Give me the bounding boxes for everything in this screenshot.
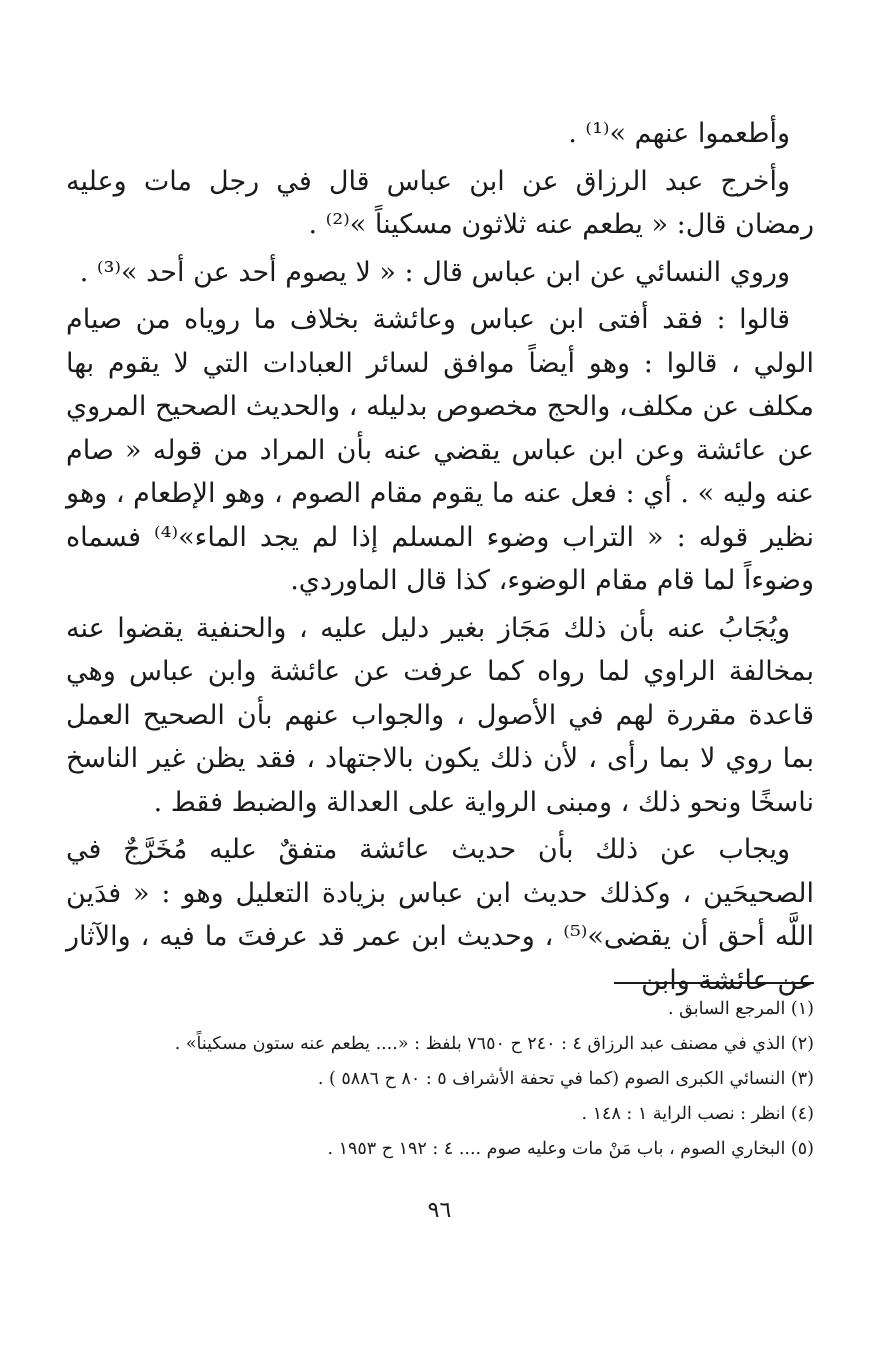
footnote-5: (٥) البخاري الصوم ، باب مَنْ مات وعليه صوم .... ٤ : ١٩٢ ح ١٩٥٣ . bbox=[327, 1139, 814, 1159]
paragraph-5: ويُجَابُ عنه بأن ذلك مَجَاز بغير دليل عليه ، والحنفية يقضوا عنه بمخالفة الراوي لما رواه كما عرفت عن عائشة وابن عباس وهي قاعدة مقررة لهم في الأصول ، والجواب عنهم بأن الصحيح العمل بما روي لا بما رأى ، لأن ذلك يكون بالاجتهاد ، فقد يظن غير الناسخ ناسخًا ونحو ذلك ، ومبنى الرواية على العدالة والضبط فقط . bbox=[66, 612, 814, 818]
footnotes bbox=[66, 992, 814, 1167]
footnote-3: (٣) النسائي الكبرى الصوم (كما في تحفة الأشراف ٥ : ٨٠ ح ٥٨٨٦ ) . bbox=[317, 1069, 814, 1089]
footnote-2: (٢) الذي في مصنف عبد الرزاق ٤ : ٢٤٠ ح ٧٦٥٠ بلفظ : «.... يطعم عنه ستون مسكيناً» . bbox=[174, 1034, 814, 1054]
paragraph-4: قالوا : فقد أفتى ابن عباس وعائشة بخلاف ما روياه من صيام الولي ، قالوا : وهو أيضاً موافق لسائر العبادات التي لا يقوم بها مكلف عن مكلف، والحج مخصوص بدليله ، والحديث الصحيح المروي عن عائشة وعن ابن عباس يقضي عنه بأن المراد من قوله « صام عنه وليه » . أي : فعل عنه ما يقوم مقام الصوم ، وهو الإطعام ، وهو نظير قوله : « التراب وضوء المسلم إذا لم يجد الماء»⁽⁴⁾ فسماه وضوءاً لما قام مقام الوضوء، كذا قال الماوردي. bbox=[66, 304, 814, 596]
page-number: ٩٦ bbox=[427, 1198, 452, 1223]
paragraph-6: ويجاب عن ذلك بأن حديث عائشة متفقٌ عليه مُخَرَّجٌ في الصحيحَين ، وكذلك حديث ابن عباس بزيادة التعليل وهو : « فدَين اللَّه أحق أن يقضى»⁽⁵⁾ ، وحديث ابن عمر قد عرفتَ ما فيه ، والآثار عن عائشة وابن bbox=[66, 834, 815, 996]
footnote-1: (١) المرجع السابق . bbox=[667, 999, 814, 1019]
paragraph-1: وأطعموا عنهم »⁽¹⁾ . bbox=[568, 118, 790, 149]
paragraph-3: وروي النسائي عن ابن عباس قال : « لا يصوم أحد عن أحد »⁽³⁾ . bbox=[79, 256, 790, 288]
paragraph-2: وأخرج عبد الرزاق عن ابن عباس قال في رجل مات وعليه رمضان قال: « يطعم عنه ثلاثون مسكيناً »⁽²⁾ . bbox=[66, 165, 814, 240]
book-page bbox=[66, 112, 815, 1159]
main-text bbox=[66, 112, 814, 1002]
footnote-separator bbox=[614, 982, 814, 984]
footnote-4: (٤) انظر : نصب الراية ١ : ١٤٨ . bbox=[581, 1104, 814, 1124]
